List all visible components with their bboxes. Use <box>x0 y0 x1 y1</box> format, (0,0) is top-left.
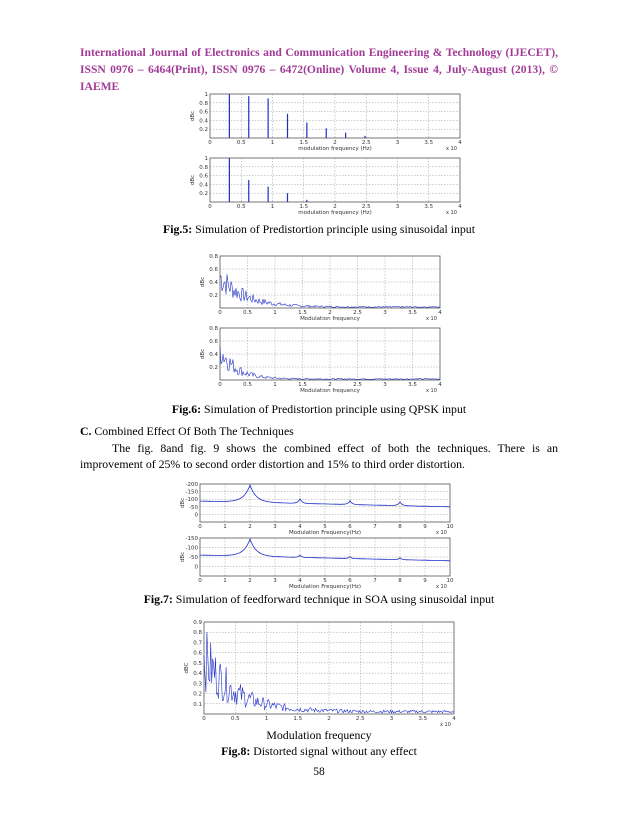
fig7-panel2-xtick-label: 4 <box>298 578 302 584</box>
fig6-panel2-exponent: x 10 <box>426 388 437 394</box>
journal-header: International Journal of Electronics and Communication Engineering & Technology (IJECET), ISSN 0976 – 6464(Print), ISSN 0976 – 6472(Online) Volume 4, Issue 4, July-August (2013), © IAEME <box>80 46 558 93</box>
fig5-panel2-xlabel: modulation frequency (Hz) <box>298 210 372 216</box>
fig5-panel1-xtick-label: 4 <box>458 140 462 146</box>
fig5-panel1-xtick-label: 2 <box>333 140 337 146</box>
fig6-panel1-ylabel: dBc <box>200 276 206 288</box>
fig6-panel2-xtick-label: 0 <box>218 382 222 388</box>
fig5-panel2-ytick-label: 0.4 <box>199 182 208 189</box>
fig6-panel2-xtick-label: 3 <box>383 382 387 388</box>
figure-7-caption-text: Simulation of feedforward technique in SOA using sinusoidal input <box>172 592 495 606</box>
fig7-panel1-xtick-label: 5 <box>323 524 327 530</box>
figure-8 <box>170 618 460 728</box>
fig5-panel2-ytick-label: 1 <box>204 156 208 162</box>
figure-5-plot <box>170 88 470 218</box>
fig6-panel1-xtick-label: 0 <box>218 310 222 316</box>
fig5-panel1-xtick-label: 3 <box>395 140 400 146</box>
fig7-panel2-xtick-label: 0 <box>198 578 202 584</box>
fig6-panel1-ytick-label: 0.6 <box>209 267 218 273</box>
fig6-panel1-xtick-label: 1 <box>273 310 277 316</box>
fig6-panel2-xtick-label: 2.5 <box>353 382 362 388</box>
section-label: C. <box>80 424 92 438</box>
fig7-panel1-xtick-label: 6 <box>348 524 352 530</box>
figure-6-caption <box>0 402 638 417</box>
fig5-panel1-exponent: x 10 <box>446 146 457 152</box>
fig6-panel2-xtick-label: 3.5 <box>408 382 417 388</box>
figure-6-caption-text: Simulation of Predistortion principle using QPSK input <box>201 402 467 416</box>
fig6-panel2-ylabel: dBc <box>200 348 206 360</box>
fig8-panel-xtick-label: 2 <box>327 716 331 722</box>
fig7-panel2-xtick-label: 10 <box>446 578 454 584</box>
fig5-panel1-ytick-label: 0.8 <box>199 100 208 107</box>
fig8-panel-ytick-label: 0.7 <box>193 640 202 647</box>
fig5-panel1-xtick-label: 0.5 <box>236 140 246 146</box>
fig7-panel1-xtick-label: 4 <box>298 524 302 530</box>
fig7-panel1-ytick-label: -100 <box>185 497 198 504</box>
fig6-panel1-xlabel: Modulation frequency <box>300 316 360 322</box>
fig5-panel2-xtick-label: 0.5 <box>236 204 246 210</box>
fig8-panel-exponent: x 10 <box>440 722 451 728</box>
fig7-panel2-xtick-label: 3 <box>273 578 277 584</box>
fig7-panel1-ytick-label: 0 <box>194 512 198 519</box>
fig7-panel1-xtick-label: 10 <box>446 524 454 530</box>
fig7-panel1-exponent: x 10 <box>436 530 447 536</box>
fig5-panel2-xtick-label: 3 <box>395 204 400 210</box>
section-title: Combined Effect Of Both The Techniques <box>91 424 294 438</box>
fig5-panel2-xtick-label: 2 <box>333 204 337 210</box>
fig6-panel2-xlabel: Modulation frequency <box>300 388 360 394</box>
figure-8-xlabel: Modulation frequency <box>266 728 372 742</box>
fig5-panel1-ylabel: dBc <box>190 110 196 122</box>
fig6-panel1-xtick-label: 3 <box>383 310 387 316</box>
fig8-panel-ytick-label: 0.3 <box>193 681 202 688</box>
figure-5-label: Fig.5: <box>163 222 193 236</box>
figure-5 <box>170 88 470 218</box>
section-heading <box>80 423 558 439</box>
fig7-panel1-ytick-label: -200 <box>185 482 198 488</box>
fig6-panel1-ytick-label: 0.4 <box>209 280 218 286</box>
fig6-panel2-xtick-label: 0.5 <box>243 382 252 388</box>
fig8-panel-ytick-label: 0.4 <box>193 671 202 678</box>
fig5-panel1-xtick-label: 3.5 <box>424 140 434 146</box>
fig5-panel2-xtick-label: 2.5 <box>361 204 371 210</box>
fig5-panel1-ytick-label: 0.4 <box>199 118 208 125</box>
figure-5-caption-text: Simulation of Predistortion principle using sinusoidal input <box>192 222 475 236</box>
fig6-panel1-xtick-label: 3.5 <box>408 310 417 316</box>
fig7-panel1-ytick-label: -50 <box>189 504 198 511</box>
page-number: 58 <box>313 766 325 778</box>
fig5-panel2-ytick-label: 0.8 <box>199 164 208 171</box>
fig6-panel1-xtick-label: 2.5 <box>353 310 362 316</box>
fig7-panel2-ylabel: dBc <box>180 551 186 563</box>
fig8-panel-xtick-label: 4 <box>452 716 456 722</box>
fig8-panel-xtick-label: 3.5 <box>418 716 428 722</box>
fig7-panel1-xtick-label: 0 <box>198 524 202 530</box>
fig6-panel2-xtick-label: 4 <box>438 382 442 388</box>
fig6-panel1-ytick-label: 0.2 <box>209 293 218 299</box>
fig5-panel1-xtick-label: 1.5 <box>299 140 309 146</box>
fig8-panel-xtick-label: 1.5 <box>293 716 303 722</box>
fig8-panel-ylabel: dBC <box>184 662 190 674</box>
fig7-panel2-ytick-label: -100 <box>185 545 198 552</box>
fig6-panel1-xtick-label: 0.5 <box>243 310 252 316</box>
figure-8-label: Fig.8: <box>221 744 251 758</box>
fig5-panel2-xtick-label: 3.5 <box>424 204 434 210</box>
fig8-panel-ytick-label: 0.9 <box>193 620 202 626</box>
fig5-panel2-xtick-label: 1.5 <box>299 204 309 210</box>
fig7-panel2-xtick-label: 8 <box>398 578 402 584</box>
figure-8-plot <box>170 618 460 728</box>
fig7-panel1-ylabel: dBc <box>180 497 186 509</box>
figure-6-plot <box>198 250 448 398</box>
fig7-panel1-xtick-label: 9 <box>423 524 427 530</box>
fig7-panel1-xtick-label: 8 <box>398 524 402 530</box>
fig6-panel1-xtick-label: 2 <box>328 310 332 316</box>
fig8-panel-ytick-label: 0.6 <box>193 650 202 657</box>
fig6-panel1-ytick-label: 0.8 <box>209 254 218 260</box>
fig5-panel2-xtick-label: 4 <box>458 204 462 210</box>
fig6-panel2-ytick-label: 0.2 <box>209 365 218 371</box>
fig7-panel1-xtick-label: 7 <box>373 524 377 530</box>
fig6-panel2-ytick-label: 0.4 <box>209 352 218 358</box>
figure-7 <box>170 480 460 588</box>
fig8-panel-xtick-label: 1 <box>264 716 269 722</box>
fig5-panel1-ytick-label: 0.2 <box>199 127 208 134</box>
fig8-panel-xtick-label: 3 <box>389 716 394 722</box>
figure-8-caption <box>0 744 638 759</box>
fig6-panel2-xtick-label: 1 <box>273 382 277 388</box>
fig5-panel1-xlabel: modulation frequency (Hz) <box>298 146 372 152</box>
fig7-panel1-xtick-label: 1 <box>223 524 227 530</box>
fig5-panel2-exponent: x 10 <box>446 210 457 216</box>
fig5-panel1-xtick-label: 1 <box>270 140 275 146</box>
fig6-panel2-xtick-label: 1.5 <box>298 382 307 388</box>
fig8-panel-xtick-label: 2.5 <box>355 716 365 722</box>
figure-8-caption-text: Distorted signal without any effect <box>250 744 417 758</box>
fig7-panel2-xtick-label: 7 <box>373 578 377 584</box>
fig5-panel2-ytick-label: 0.2 <box>199 191 208 198</box>
fig5-panel1-ytick-label: 0.6 <box>199 109 208 116</box>
figure-6 <box>198 250 448 398</box>
fig5-panel2-ytick-label: 0.6 <box>199 173 208 180</box>
fig7-panel2-ytick-label: -150 <box>185 536 198 542</box>
fig8-panel-ytick-label: 0.5 <box>193 660 202 667</box>
fig6-panel2-ytick-label: 0.8 <box>209 326 218 332</box>
fig5-panel2-xtick-label: 1 <box>270 204 275 210</box>
figure-7-caption <box>0 592 638 607</box>
fig5-panel1-xtick-label: 2.5 <box>361 140 371 146</box>
fig7-panel1-xtick-label: 3 <box>273 524 277 530</box>
fig7-panel2-xtick-label: 1 <box>223 578 227 584</box>
fig5-panel1-xtick-label: 0 <box>208 140 212 146</box>
fig8-panel-ytick-label: 0.2 <box>193 691 202 698</box>
fig7-panel1-xlabel: Modulation Frequency(Hz) <box>289 530 361 536</box>
fig7-panel2-xlabel: Modulation Frequency(Hz) <box>289 584 361 590</box>
fig6-panel2-ytick-label: 0.6 <box>209 339 218 345</box>
figure-7-label: Fig.7: <box>143 592 173 606</box>
fig6-panel2-xtick-label: 2 <box>328 382 332 388</box>
figure-5-caption <box>0 222 638 237</box>
figure-7-plot <box>170 480 460 588</box>
fig7-panel2-exponent: x 10 <box>436 584 447 590</box>
fig6-panel1-xtick-label: 4 <box>438 310 442 316</box>
fig8-panel-ytick-label: 0.8 <box>193 630 202 637</box>
fig5-panel2-xtick-label: 0 <box>208 204 212 210</box>
figure-6-label: Fig.6: <box>171 402 202 416</box>
section-paragraph: The fig. 8and fig. 9 shows the combined effect of both the techniques. There is an improvement of 25% to second order distortion and 15% to third order distortion. <box>80 441 558 471</box>
fig7-panel2-ytick-label: 0 <box>194 564 198 571</box>
fig7-panel2-xtick-label: 6 <box>348 578 352 584</box>
fig7-panel1-xtick-label: 2 <box>248 524 252 530</box>
fig5-panel1-ytick-label: 1 <box>204 92 208 98</box>
fig7-panel2-ytick-label: -50 <box>189 555 198 561</box>
fig6-panel1-xtick-label: 1.5 <box>298 310 307 316</box>
fig7-panel2-xtick-label: 2 <box>248 578 252 584</box>
fig8-panel-ytick-label: 0.1 <box>193 701 202 708</box>
fig5-panel2-ylabel: dBc <box>190 174 196 186</box>
fig8-panel-xtick-label: 0 <box>202 716 206 722</box>
fig6-panel1-exponent: x 10 <box>426 316 437 322</box>
fig8-panel-xtick-label: 0.5 <box>230 716 240 722</box>
fig7-panel2-xtick-label: 9 <box>423 578 427 584</box>
fig7-panel1-ytick-label: -150 <box>185 489 198 496</box>
fig7-panel2-xtick-label: 5 <box>323 578 327 584</box>
